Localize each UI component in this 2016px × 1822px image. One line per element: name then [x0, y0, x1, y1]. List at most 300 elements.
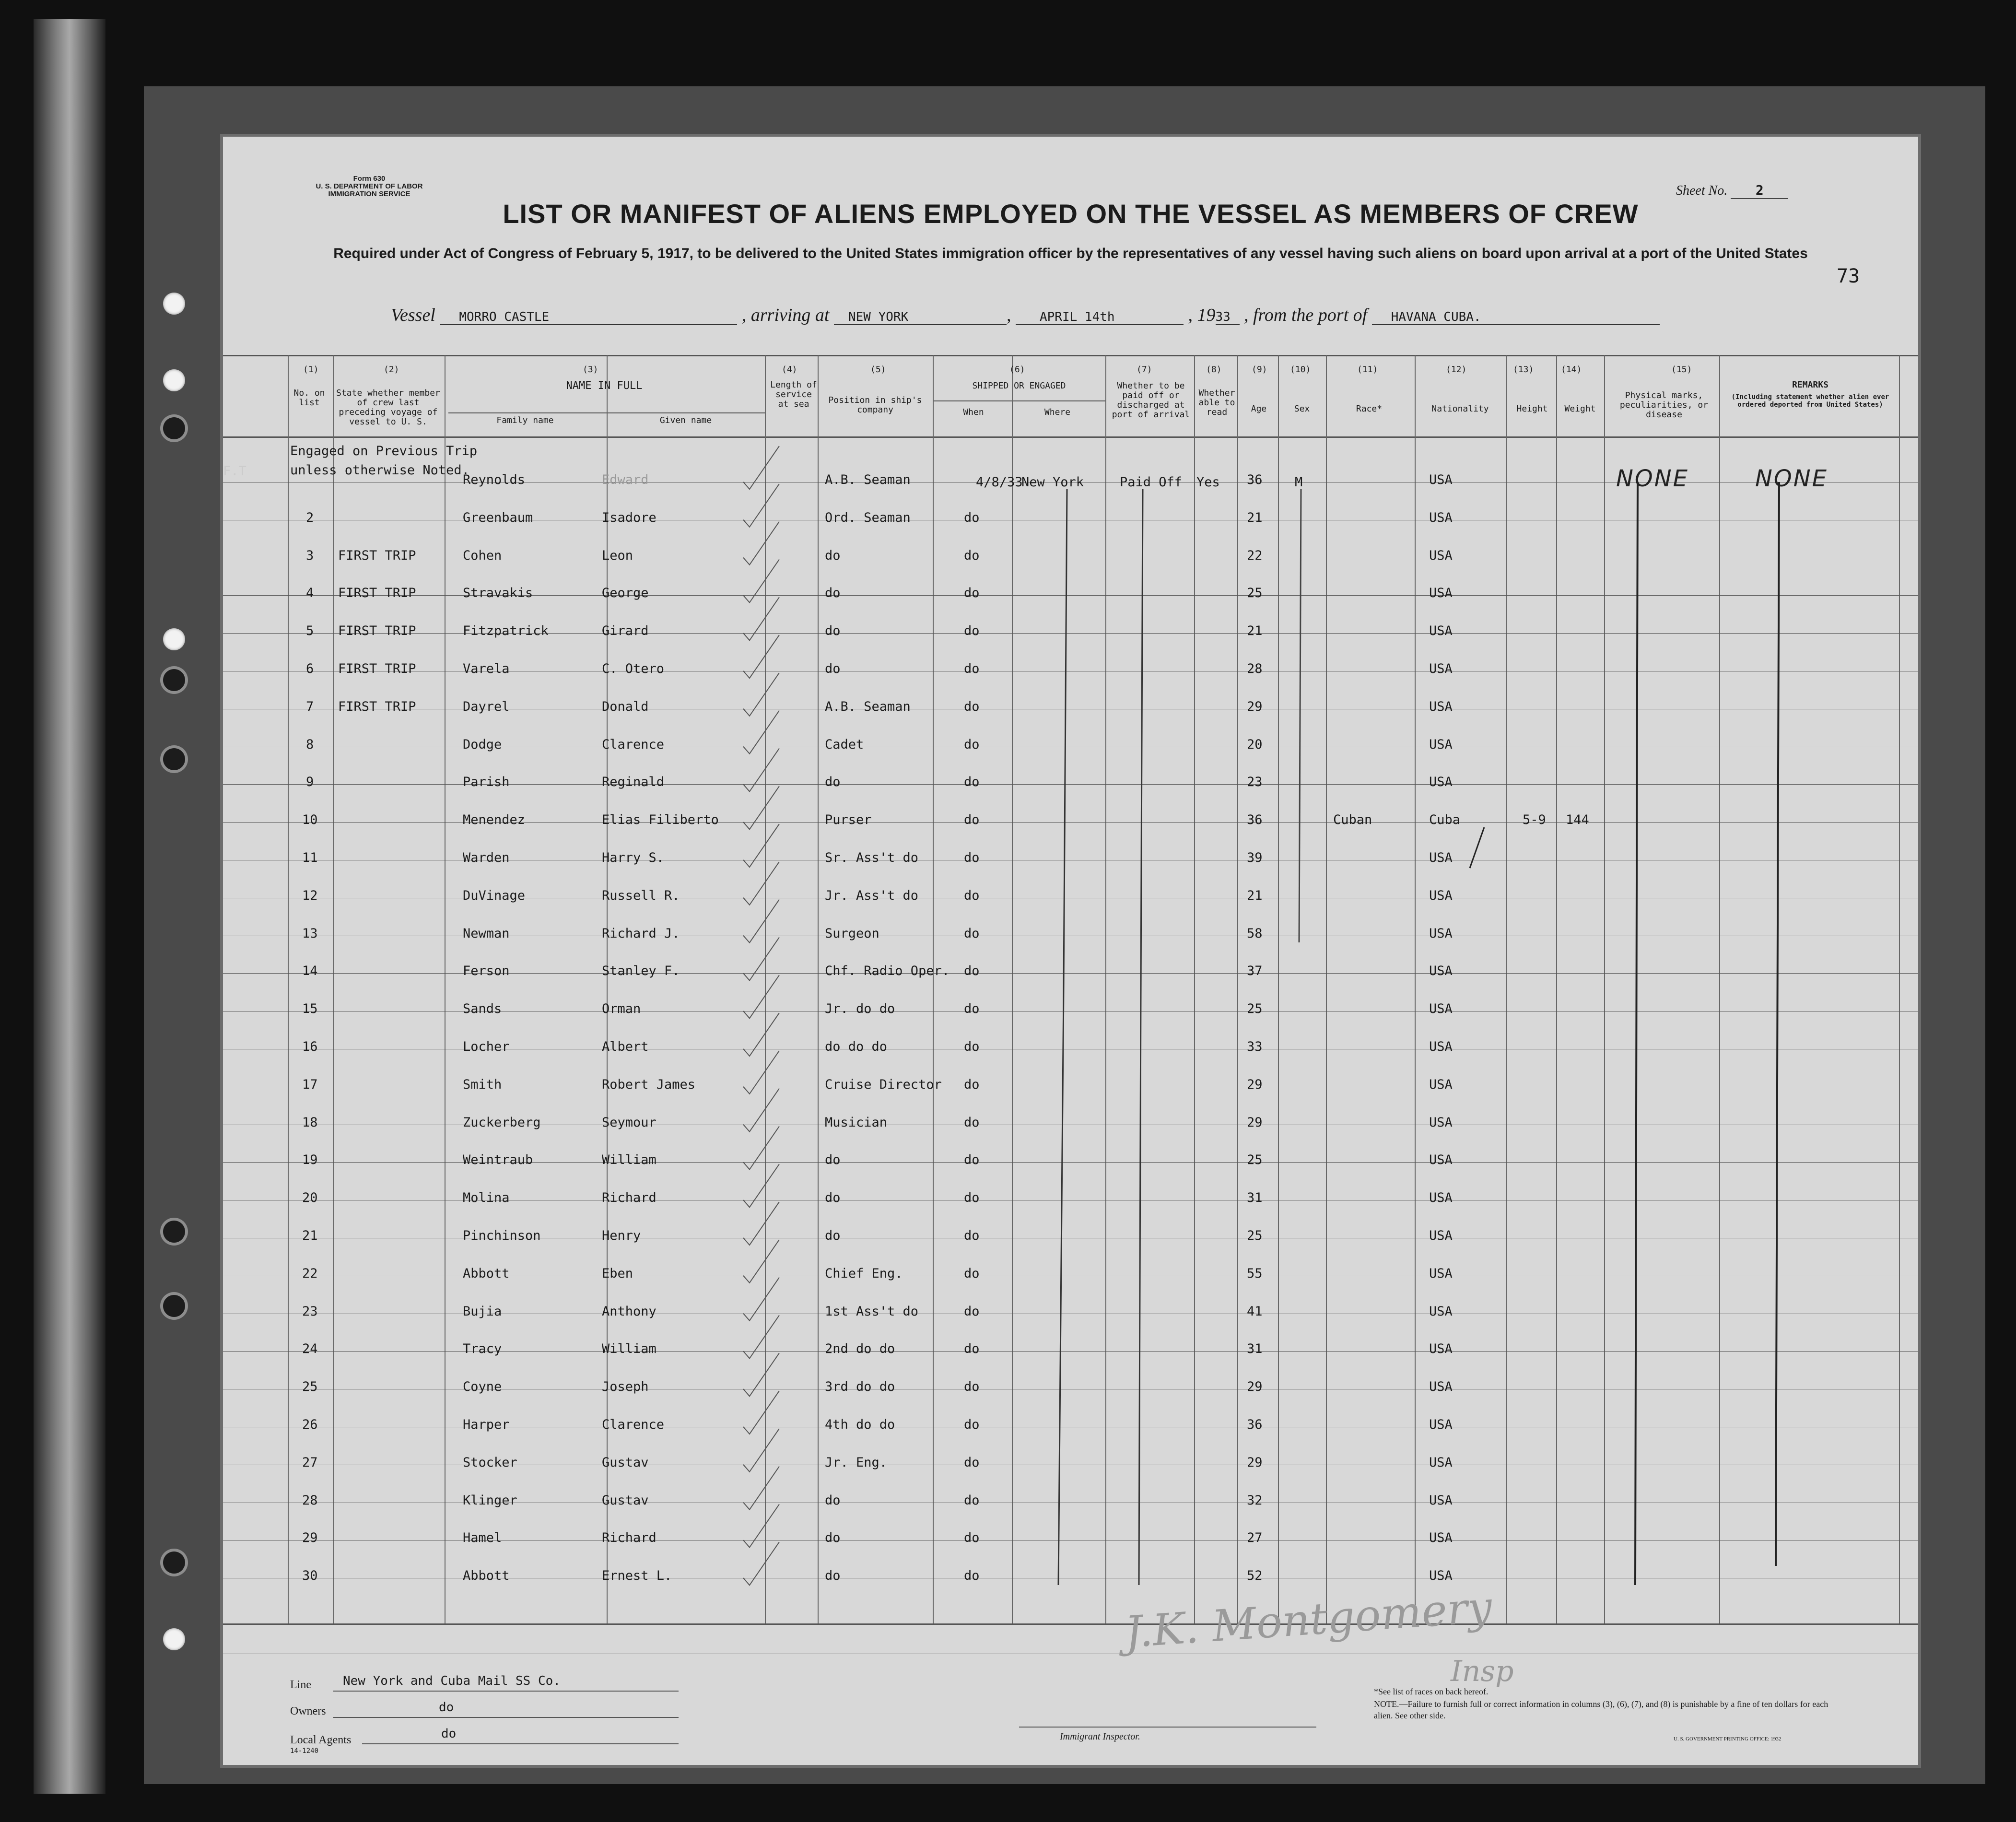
row-nationality: USA: [1429, 926, 1453, 941]
row-weight: 144: [1566, 812, 1589, 827]
row-nationality: USA: [1429, 1304, 1453, 1319]
row-no: 17: [302, 1077, 318, 1092]
row-when: do: [964, 1228, 980, 1243]
row-given: Leon: [602, 548, 633, 563]
row-family: Tracy: [463, 1341, 502, 1356]
row-1-able-to-read: Yes: [1196, 475, 1220, 490]
col-10-header: Sex: [1294, 404, 1310, 414]
row-nationality: USA: [1429, 472, 1453, 487]
col-5-number: (5): [870, 364, 886, 375]
row-position: Surgeon: [825, 926, 879, 941]
row-when: do: [964, 1266, 980, 1281]
row-no: 20: [302, 1190, 318, 1205]
row-position: A.B. Seaman: [825, 472, 911, 487]
row-nationality: USA: [1429, 1039, 1453, 1054]
col-12-number: (12): [1446, 364, 1467, 375]
row-position: 1st Ass't do: [825, 1304, 919, 1319]
row-1-sex: M: [1295, 475, 1303, 490]
row-family: Newman: [463, 926, 510, 941]
row-position: Cruise Director: [825, 1077, 942, 1092]
row-age: 29: [1247, 1455, 1263, 1470]
owners-label: Owners: [290, 1705, 326, 1717]
row-no: 24: [302, 1341, 318, 1356]
row-age: 41: [1247, 1304, 1263, 1319]
row-given: Clarence: [602, 1417, 665, 1432]
row-given: Joseph: [602, 1379, 649, 1394]
row-no: 21: [302, 1228, 318, 1243]
col-15-header: Physical marks, peculiarities, or disease: [1619, 390, 1709, 420]
row-no: 27: [302, 1455, 318, 1470]
row-nationality: USA: [1429, 1190, 1453, 1205]
row-family: Pinchinson: [463, 1228, 541, 1243]
row-when: do: [964, 850, 980, 865]
row-given: Anthony: [602, 1304, 656, 1319]
row-nationality: USA: [1429, 1001, 1453, 1016]
row-given: George: [602, 586, 649, 600]
row-when: do: [964, 1530, 980, 1545]
row-position: Chief Eng.: [825, 1266, 903, 1281]
service-name: IMMIGRATION SERVICE: [328, 190, 410, 198]
row-age: 37: [1247, 964, 1263, 978]
preamble-line-2: unless otherwise Noted.: [290, 463, 469, 478]
penalty-note: NOTE.—Failure to furnish full or correct information in columns (3), (6), (7), and (8) is punishable by a fine of ten dollars for each alien. See other side.: [1374, 1699, 1828, 1720]
row-1-shipped-where: New York: [1021, 475, 1084, 490]
row-position: do: [825, 1152, 841, 1167]
department-name: U. S. DEPARTMENT OF LABOR: [316, 182, 423, 190]
line-value: New York and Cuba Mail SS Co.: [343, 1674, 561, 1688]
row-age: 21: [1247, 510, 1263, 525]
row-age: 55: [1247, 1266, 1263, 1281]
row-no: 26: [302, 1417, 318, 1432]
row-when: do: [964, 1077, 980, 1092]
row-when: do: [964, 548, 980, 563]
row-when: do: [964, 623, 980, 638]
row-family: Sands: [463, 1001, 502, 1016]
row-given: Orman: [602, 1001, 641, 1016]
row-position: do: [825, 623, 841, 638]
from-label: , from the port of: [1244, 305, 1368, 325]
row-age: 25: [1247, 586, 1263, 600]
row-age: 22: [1247, 548, 1263, 563]
row-age: 39: [1247, 850, 1263, 865]
row-given: C. Otero: [602, 661, 665, 676]
row-prev: FIRST TRIP: [338, 623, 416, 638]
row-nationality: USA: [1429, 510, 1453, 525]
row-given: Isadore: [602, 510, 656, 525]
row-nationality: USA: [1429, 1417, 1453, 1432]
col-2-number: (2): [384, 364, 399, 375]
row-nationality: USA: [1429, 548, 1453, 563]
row-no: 12: [302, 888, 318, 903]
row-position: do: [825, 1228, 841, 1243]
row-given: Albert: [602, 1039, 649, 1054]
row-given: Harry S.: [602, 850, 665, 865]
inspector-title: Insp: [1451, 1655, 1514, 1688]
row-position: Musician: [825, 1115, 888, 1130]
row-age: 21: [1247, 888, 1263, 903]
row-position: Chf. Radio Oper.: [825, 964, 950, 978]
manifest-sheet: [223, 137, 1918, 1765]
punch-hole: [163, 293, 185, 315]
row-age: 31: [1247, 1341, 1263, 1356]
col-2-header: State whether member of crew last preceding voyage of vessel to U. S.: [336, 388, 440, 427]
row-nationality: USA: [1429, 1077, 1453, 1092]
page-title: LIST OR MANIFEST OF ALIENS EMPLOYED ON THE VESSEL AS MEMBERS OF CREW: [503, 199, 1639, 229]
vessel-label: Vessel: [391, 305, 435, 325]
row-family: Dodge: [463, 737, 502, 752]
row-position: Jr. do do: [825, 1001, 895, 1016]
row-given: Russell R.: [602, 888, 680, 903]
row-age: 29: [1247, 1379, 1263, 1394]
punch-hole: [163, 628, 185, 650]
row-position: do: [825, 1530, 841, 1545]
row-age: 25: [1247, 1228, 1263, 1243]
col-12-header: Nationality: [1431, 404, 1489, 414]
row-height: 5-9: [1523, 812, 1546, 827]
row-position: do: [825, 661, 841, 676]
row-position: do: [825, 1568, 841, 1583]
row-no: 3: [306, 548, 314, 563]
row-given: Gustav: [602, 1455, 649, 1470]
agents-underline: [362, 1743, 679, 1744]
punch-hole: [163, 417, 185, 439]
margin-mark: F.T: [223, 464, 246, 479]
row-given: Seymour: [602, 1115, 656, 1130]
col-8-number: (8): [1206, 364, 1222, 375]
col-16-subheader: (Including statement whether alien ever ordered deported from United States): [1731, 393, 1889, 409]
row-nationality: USA: [1429, 1568, 1453, 1583]
row-family: Coyne: [463, 1379, 502, 1394]
row-when: do: [964, 699, 980, 714]
col-11-number: (11): [1357, 364, 1378, 375]
row-when: do: [964, 737, 980, 752]
row-nationality: USA: [1429, 1228, 1453, 1243]
row-when: do: [964, 1304, 980, 1319]
row-nationality: USA: [1429, 1493, 1453, 1508]
row-given: Girard: [602, 623, 649, 638]
row-no: 14: [302, 964, 318, 978]
row-family: Parish: [463, 775, 510, 789]
row-age: 32: [1247, 1493, 1263, 1508]
punch-hole: [163, 1221, 185, 1243]
row-no: 15: [302, 1001, 318, 1016]
row-given: Richard: [602, 1190, 656, 1205]
arriving-port: NEW YORK: [834, 310, 1007, 325]
punch-hole: [163, 369, 185, 391]
row-prev: FIRST TRIP: [338, 548, 416, 563]
row-given: Clarence: [602, 737, 665, 752]
row-age: 52: [1247, 1568, 1263, 1583]
col-13-number: (13): [1513, 364, 1534, 375]
row-age: 25: [1247, 1001, 1263, 1016]
agents-label: Local Agents: [290, 1734, 352, 1746]
row-when: do: [964, 888, 980, 903]
row-when: do: [964, 1190, 980, 1205]
row-position: Sr. Ass't do: [825, 850, 919, 865]
row-given: Robert James: [602, 1077, 696, 1092]
row-position: 4th do do: [825, 1417, 895, 1432]
col-7-header: Whether to be paid off or discharged at port of arrival: [1112, 381, 1190, 420]
col-9-header: Age: [1251, 404, 1267, 414]
row-when: do: [964, 1568, 980, 1583]
row-prev: FIRST TRIP: [338, 586, 416, 600]
row-nationality: USA: [1429, 1379, 1453, 1394]
row-age: 31: [1247, 1190, 1263, 1205]
row-age: 27: [1247, 1530, 1263, 1545]
row-nationality: USA: [1429, 586, 1453, 600]
agents-value: do: [441, 1727, 457, 1741]
punch-hole: [163, 1628, 185, 1650]
row-family: Zuckerberg: [463, 1115, 541, 1130]
col-8-header: Whether able to read: [1198, 388, 1235, 417]
row-nationality: USA: [1429, 888, 1453, 903]
col-6-header: SHIPPED OR ENGAGED: [972, 381, 1066, 391]
row-given: Henry: [602, 1228, 641, 1243]
scan-binding-edge: [34, 19, 105, 1794]
row-no: 8: [306, 737, 314, 752]
row-position: do: [825, 548, 841, 563]
row-age: 29: [1247, 699, 1263, 714]
row-nationality: USA: [1429, 699, 1453, 714]
row-family: Hamel: [463, 1530, 502, 1545]
col-1-header: No. on list: [293, 388, 325, 408]
row-nationality: USA: [1429, 1115, 1453, 1130]
row-no: 6: [306, 661, 314, 676]
row-family: Harper: [463, 1417, 510, 1432]
row-family: Warden: [463, 850, 510, 865]
col-6-where-header: Where: [1044, 407, 1071, 417]
row-position: Purser: [825, 812, 872, 827]
row-no: 2: [306, 510, 314, 525]
row-age: 21: [1247, 623, 1263, 638]
row-no: 16: [302, 1039, 318, 1054]
row-position: 3rd do do: [825, 1379, 895, 1394]
row-nationality: USA: [1429, 1341, 1453, 1356]
row-given: Edward: [602, 472, 649, 487]
row-nationality: USA: [1429, 964, 1453, 978]
row-age: 20: [1247, 737, 1263, 752]
row-nationality: USA: [1429, 661, 1453, 676]
row-age: 25: [1247, 1152, 1263, 1167]
row-1-shipped-when: 4/8/33: [976, 475, 1023, 490]
printer-credit: U. S. GOVERNMENT PRINTING OFFICE: 1932: [1674, 1736, 1782, 1742]
row-no: 5: [306, 623, 314, 638]
from-port: HAVANA CUBA.: [1372, 310, 1660, 325]
row-family: Cohen: [463, 548, 502, 563]
row-family: Smith: [463, 1077, 502, 1092]
sheet-label: Sheet No.: [1676, 183, 1728, 198]
punch-hole: [163, 669, 185, 691]
row-given: Elias Filiberto: [602, 812, 719, 827]
row-given: Eben: [602, 1266, 633, 1281]
footer: [223, 137, 1918, 1765]
row-nationality: USA: [1429, 1455, 1453, 1470]
row-when: do: [964, 1152, 980, 1167]
row-position: do: [825, 775, 841, 789]
row-when: do: [964, 586, 980, 600]
row-position: Ord. Seaman: [825, 510, 911, 525]
row-no: 9: [306, 775, 314, 789]
col-6-when-header: When: [963, 407, 984, 417]
row-nationality: USA: [1429, 737, 1453, 752]
inspector-underline: [1019, 1727, 1316, 1728]
col-7-number: (7): [1137, 364, 1152, 375]
owners-underline: [333, 1717, 679, 1718]
row-nationality: USA: [1429, 1266, 1453, 1281]
row-1-paid-off: Paid Off: [1120, 475, 1183, 490]
row-position: do do do: [825, 1039, 888, 1054]
punch-hole: [163, 748, 185, 770]
line-underline: [333, 1691, 679, 1692]
row-age: 29: [1247, 1077, 1263, 1092]
row-family: Klinger: [463, 1493, 517, 1508]
row-when: do: [964, 964, 980, 978]
vessel-name: MORRO CASTLE: [440, 310, 737, 325]
arriving-label: , arriving at: [741, 305, 830, 325]
row-age: 58: [1247, 926, 1263, 941]
row-family: Dayrel: [463, 699, 510, 714]
col-3-header: NAME IN FULL: [566, 380, 643, 392]
col-10-number: (10): [1290, 364, 1311, 375]
races-note: *See list of races on back hereof.: [1374, 1687, 1489, 1696]
row-when: do: [964, 775, 980, 789]
col-3-given-header: Given name: [659, 415, 712, 425]
col-5-header: Position in ship's company: [828, 395, 922, 415]
punch-hole: [163, 1295, 185, 1317]
row-prev: FIRST TRIP: [338, 661, 416, 676]
row-given: William: [602, 1152, 656, 1167]
row-position: Jr. Eng.: [825, 1455, 888, 1470]
row-no: 18: [302, 1115, 318, 1130]
row-position: 2nd do do: [825, 1341, 895, 1356]
row-no: 25: [302, 1379, 318, 1394]
row-when: do: [964, 510, 980, 525]
row-nationality: USA: [1429, 623, 1453, 638]
row-family: Molina: [463, 1190, 510, 1205]
col-1-number: (1): [303, 364, 319, 375]
inspector-signature: J.K. Montgomery: [1123, 1582, 1494, 1658]
form-code: 14-1240: [290, 1747, 319, 1755]
year-prefix: , 19: [1188, 305, 1216, 325]
row-age: 28: [1247, 661, 1263, 676]
row-given: Gustav: [602, 1493, 649, 1508]
row-no: 22: [302, 1266, 318, 1281]
line-label: Line: [290, 1679, 311, 1691]
row-family: DuVinage: [463, 888, 526, 903]
vessel-line: Vessel MORRO CASTLE , arriving at NEW YORK , APRIL 14th , 1933 , from the port of HAVANA CUBA.: [391, 305, 1660, 326]
row-given: Reginald: [602, 775, 665, 789]
row-when: do: [964, 1417, 980, 1432]
row-family: Bujia: [463, 1304, 502, 1319]
row-no: 13: [302, 926, 318, 941]
col-9-number: (9): [1252, 364, 1267, 375]
row-position: do: [825, 586, 841, 600]
arrival-date: APRIL 14th: [1016, 310, 1184, 325]
row-no: 7: [306, 699, 314, 714]
punch-hole: [163, 1552, 185, 1574]
row-position: Cadet: [825, 737, 864, 752]
row-position: do: [825, 1190, 841, 1205]
col-14-header: Weight: [1564, 404, 1596, 414]
row-given: Richard: [602, 1530, 656, 1545]
row-when: do: [964, 1115, 980, 1130]
col-13-header: Height: [1516, 404, 1548, 414]
row-family: Stocker: [463, 1455, 517, 1470]
form-number: Form 630: [353, 175, 386, 183]
row-family: Weintraub: [463, 1152, 533, 1167]
col-16-header: REMARKS: [1792, 380, 1828, 390]
row-position: Jr. Ass't do: [825, 888, 919, 903]
row-when: do: [964, 1039, 980, 1054]
row-age: 29: [1247, 1115, 1263, 1130]
page-subtitle: Required under Act of Congress of February 5, 1917, to be delivered to the United States immigration officer by the representatives of any vessel having such aliens on board upon arrival at a port of the United States: [333, 246, 1808, 261]
row-given: Stanley F.: [602, 964, 680, 978]
row-family: Varela: [463, 661, 510, 676]
row-given: Donald: [602, 699, 649, 714]
row-position: A.B. Seaman: [825, 699, 911, 714]
year-suffix: 33: [1216, 310, 1240, 325]
col-11-header: Race*: [1356, 404, 1383, 414]
owners-value: do: [439, 1700, 454, 1715]
row-family: Stravakis: [463, 586, 533, 600]
row-family: Fitzpatrick: [463, 623, 549, 638]
col-3-number: (3): [583, 364, 598, 375]
row-no: 30: [302, 1568, 318, 1583]
row-family: Abbott: [463, 1568, 510, 1583]
col-4-number: (4): [782, 364, 797, 375]
row-when: do: [964, 1001, 980, 1016]
row-no: 4: [306, 586, 314, 600]
preamble-line-1: Engaged on Previous Trip: [290, 444, 478, 458]
row-when: do: [964, 1455, 980, 1470]
physical-marks-note: NONE: [1616, 465, 1689, 492]
row-family: Greenbaum: [463, 510, 533, 525]
row-nationality: USA: [1429, 1530, 1453, 1545]
col-6-number: (6): [1009, 364, 1025, 375]
row-age: 33: [1247, 1039, 1263, 1054]
row-race: Cuban: [1333, 812, 1372, 827]
row-age: 36: [1247, 812, 1263, 827]
row-no: 29: [302, 1530, 318, 1545]
sheet-number-value: 2: [1731, 182, 1788, 199]
row-prev: FIRST TRIP: [338, 699, 416, 714]
col-3-family-header: Family name: [496, 415, 554, 425]
row-family: Abbott: [463, 1266, 510, 1281]
col-4-header: Length of service at sea: [770, 380, 817, 409]
row-no: 23: [302, 1304, 318, 1319]
row-when: do: [964, 661, 980, 676]
row-no: 10: [302, 812, 318, 827]
remarks-note: NONE: [1755, 465, 1828, 492]
row-age: 36: [1247, 472, 1263, 487]
row-when: do: [964, 926, 980, 941]
col-14-number: (14): [1561, 364, 1582, 375]
col-15-number: (15): [1671, 364, 1692, 375]
row-nationality: USA: [1429, 850, 1453, 865]
row-when: do: [964, 1379, 980, 1394]
row-when: do: [964, 1493, 980, 1508]
row-family: Menendez: [463, 812, 526, 827]
row-when: do: [964, 812, 980, 827]
row-given: Ernest L.: [602, 1568, 672, 1583]
row-family: Ferson: [463, 964, 510, 978]
row-age: 36: [1247, 1417, 1263, 1432]
row-family: Reynolds: [463, 472, 526, 487]
row-position: do: [825, 1493, 841, 1508]
stamp-number: 73: [1837, 265, 1860, 287]
row-nationality: USA: [1429, 775, 1453, 789]
row-when: do: [964, 1341, 980, 1356]
